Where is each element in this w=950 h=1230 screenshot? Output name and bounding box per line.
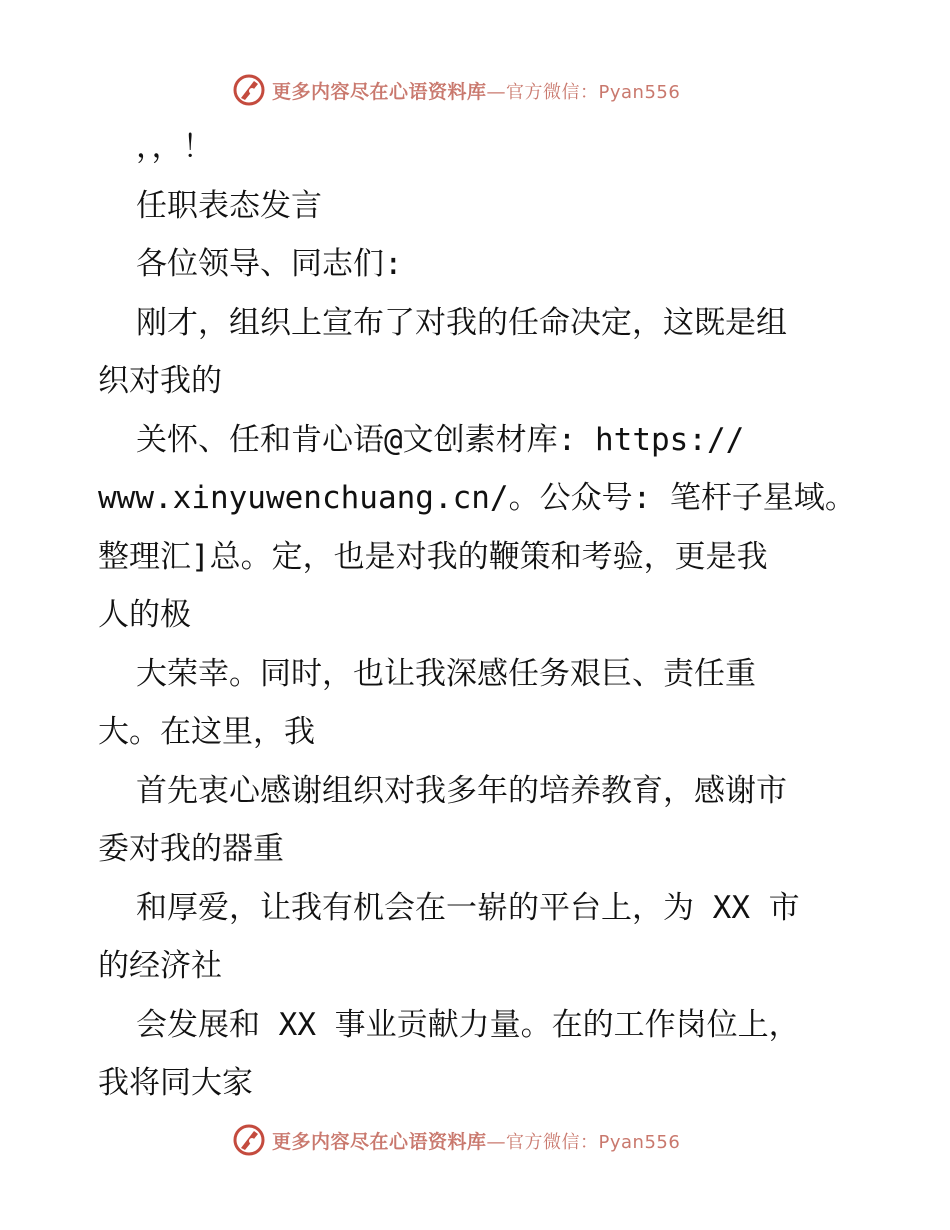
watermark-slogan: 更多内容尽在心语资料库 — [272, 80, 487, 103]
watermark-slogan: 更多内容尽在心语资料库 — [272, 1130, 487, 1153]
header-watermark-banner — [232, 70, 752, 110]
text-line: 织对我的 — [98, 363, 222, 399]
watermark-dash: — — [486, 1130, 507, 1153]
text-line: 任职表态发言 — [136, 187, 322, 224]
text-line: 委对我的器重 — [98, 831, 284, 867]
text-line: 的经济社 — [98, 948, 222, 984]
watermark-dash: — — [486, 80, 507, 103]
watermark-wechat: 官方微信：Pyan556 — [506, 81, 681, 103]
text-line: 大。在这里，我 — [98, 714, 315, 750]
quill-logo-icon — [232, 1123, 266, 1157]
text-line: 关怀、任和肯心语@文创素材库: https:// — [136, 421, 745, 458]
text-line: 我将同大家 — [98, 1065, 253, 1101]
text-line: ，，！ — [136, 129, 214, 165]
text-line: 大荣幸。同时，也让我深感任务艰巨、责任重 — [136, 655, 756, 692]
quill-logo-icon — [232, 73, 266, 107]
document-body — [98, 118, 858, 1113]
watermark-text — [272, 1127, 680, 1154]
footer-watermark-banner — [232, 1120, 752, 1160]
watermark-wechat: 官方微信：Pyan556 — [506, 1131, 681, 1153]
text-line: 整理汇]总。定，也是对我的鞭策和考验，更是我 — [98, 538, 768, 575]
text-line: 刚才，组织上宣布了对我的任命决定，这既是组 — [136, 304, 787, 341]
watermark-text — [272, 77, 680, 104]
text-line: 首先衷心感谢组织对我多年的培养教育，感谢市 — [136, 772, 787, 809]
text-line: www.xinyuwenchuang.cn/。公众号: 笔杆子星域。 — [98, 480, 856, 516]
text-line: 人的极 — [98, 597, 191, 633]
text-line: 和厚爱，让我有机会在一崭的平台上，为 XX 市 — [136, 889, 800, 926]
text-line: 各位领导、同志们: — [136, 246, 403, 282]
text-line: 会发展和 XX 事业贡献力量。在的工作岗位上， — [136, 1006, 800, 1043]
